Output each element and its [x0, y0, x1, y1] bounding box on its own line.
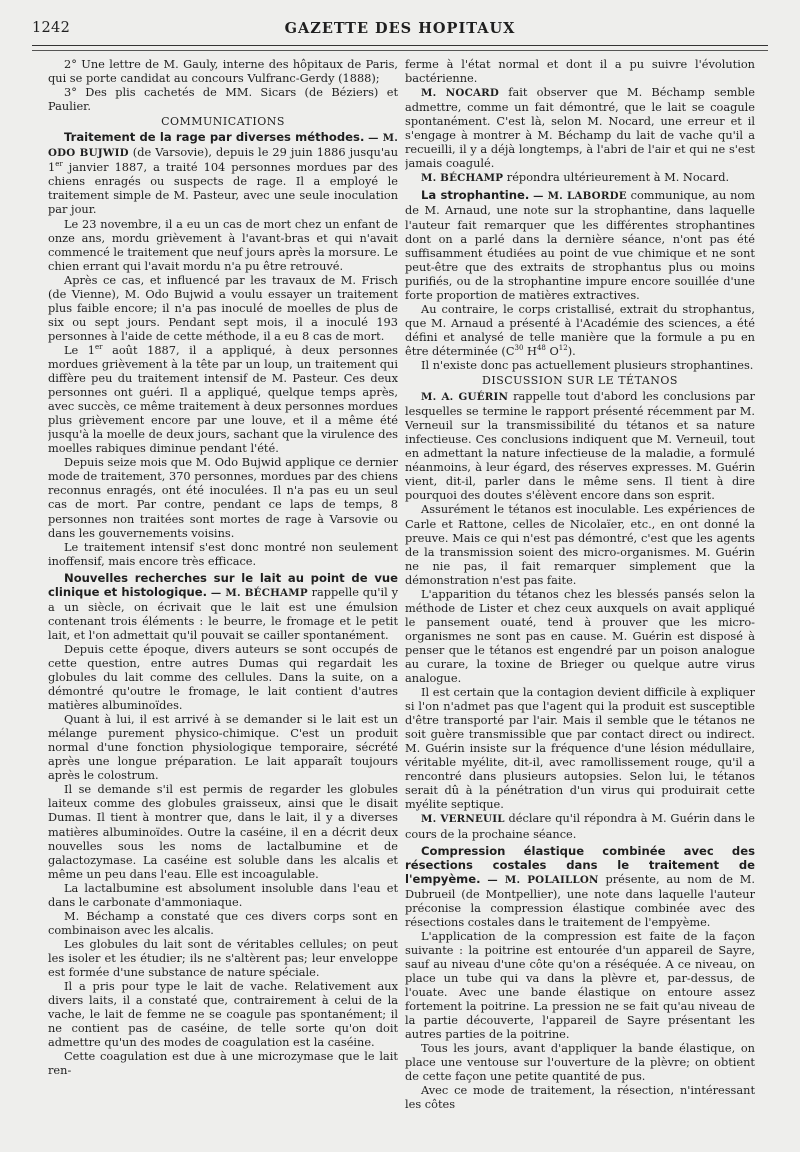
paragraph: Nouvelles recherches sur le lait au point de vue clinique et histologique. — M. BÉCHAMP rappelle qu'il y a un siècle, on écrivait que le lait est une émulsion contenant trois éléments : le beurre, le fromage et le petit lait, et l'on admettait qu'il pouvait se cailler spontanément. — [48, 570, 398, 642]
paragraph: Compression élastique combinée avec des résections costales dans le traitement de l'empyème. — M. POLAILLON présente, au nom de M. Dubrueil (de Montpellier), une note dans laquelle l'auteur préconise la compression élastique combinée avec des résections costales dans le traitement de l'empyème. — [405, 843, 755, 929]
paragraph: Après ce cas, et influencé par les travaux de M. Frisch (de Vienne), M. Odo Bujwid a voulu essayer un traitement plus faible encore; il n'a pas inoculé de moelles de plus de six ou sept jours. Pendant sept mois, il a inoculé 193 personnes à l'aide de cette méthode, il a eu 8 cas de mort. — [48, 272, 398, 343]
header-rule-thin — [32, 50, 768, 51]
paragraph: M. Béchamp a constaté que ces divers corps sont en combinaison avec les alcalis. — [48, 908, 398, 937]
article-title: Traitement de la rage par diverses méthodes. — [64, 130, 365, 145]
paragraph: La strophantine. — M. LABORDE communique, au nom de M. Arnaud, une note sur la strophantine, dans laquelle l'auteur fait remarquer que les différentes strophantines dont on a parlé dans la dernière séance, n'ont pas été suffisamment étudiées au point de vue chimique et ne sont peut-être que des extraits de strophantus plus ou moins purifiés, ou de la strophantine impure encore souillée d'une forte proportion de matières extractives. — [405, 188, 755, 302]
paragraph: Avec ce mode de traitement, la résection, n'intéressant les côtes — [405, 1083, 755, 1112]
page-header — [32, 20, 768, 42]
author-name: — M. ODO BUJWID — [48, 132, 398, 160]
paragraph: Le traitement intensif s'est donc montré non seulement inoffensif, mais encore très efficace. — [48, 539, 398, 568]
paragraph: Les globules du lait sont de véritables cellules; on peut les isoler et les étudier; ils ne s'altèrent pas; leur enveloppe est formée d'une substance de nature spéciale. — [48, 936, 398, 979]
left-column — [48, 57, 398, 1147]
paragraph: Quant à lui, il est arrivé à se demander si le lait est un mélange purement physico-chimique. C'est un produit normal d'une fonction physiologique temporaire, sécrété après une longue préparation. Le lait apparaît toujours après le colostrum. — [48, 712, 398, 783]
right-column — [405, 57, 755, 1147]
paragraph: La lactalbumine est absolument insoluble dans l'eau et dans le carbonate d'ammoniaque. — [48, 880, 398, 909]
paragraph: Traitement de la rage par diverses méthodes. — M. ODO BUJWID (de Varsovie), depuis le 29 juin 1886 jusqu'au 1er janvier 1887, a traité 104 personnes mordues par des chiens enragés ou suspects de rage. Il a employé le traitement simple de M. Pasteur, avec une seule inoculation par jour. — [48, 130, 398, 217]
article-title: La strophantine. — [421, 188, 530, 203]
author-name: M. VERNEUIL — [421, 813, 505, 826]
paragraph: Assurément le tétanos est inoculable. Les expériences de Carle et Rattone, celles de Nicolaïer, etc., en ont donné la preuve. Mais ce qui n'est pas démontré, c'est que les agents de la transmission soient des micro-organismes. M. Guérin ne nie pas, il fait remarquer simplement que la démonstration n'est pas faite. — [405, 502, 755, 587]
paragraph: Depuis seize mois que M. Odo Bujwid applique ce dernier mode de traitement, 370 personnes, mordues par des chiens reconnus enragés, ont été inoculées. Il n'a pas eu un seul cas de mort. Par contre, pendant ce laps de temps, 8 personnes non traitées sont mortes de rage à Varsovie ou dans les gouvernements voisins. — [48, 455, 398, 540]
paragraph: Il n'existe donc pas actuellement plusieurs strophantines. — [421, 357, 754, 372]
paragraph: L'application de la compression est faite de la façon suivante : la poitrine est entourée d'un appareil de Sayre, sauf au niveau d'une côte qu'on a réséquée. A ce niveau, on place un tube qui va dans la plèvre et, par-dessus, de l'ouate. Avec une bande élastique on entoure assez fortement la poitrine. La pression ne se fait qu'au niveau de la partie découverte, l'appareil de Sayre présentant les autres parties de la poitrine. — [405, 928, 755, 1042]
paragraph: Cette coagulation est due à une microzymase que le lait ren- — [48, 1049, 398, 1078]
paragraph: L'apparition du tétanos chez les blessés pansés selon la méthode de Lister et chez ceux auxquels on avait appliqué le pansement ouaté, tend à prouver que les micro-organismes ne sont pas en cause. M. Guérin est disposé à penser que le tétanos est engendré par un poison analogue au curare, la toxine de Brieger ou quelque autre virus analogue. — [405, 586, 755, 686]
list-item: 3° Des plis cachetés de MM. Sicars (de Béziers) et Paulier. — [48, 85, 398, 114]
section-heading: DISCUSSION SUR LE TÉTANOS — [482, 374, 678, 388]
paragraph: Il est certain que la contagion devient difficile à expliquer si l'on n'admet pas que l'agent qui la produit est susceptible d'être transporté par l'air. Mais il semble que le tétanos ne soit guère transmissible que par contact direct ou indirect. M. Guérin insiste sur la fréquence d'une lésion médullaire, véritable myélite, dit-il, avec ramollissement rouge, qu'il a rencontré dans plusieurs autopsies. Selon lui, le tétanos serait dû à la pénétration d'un virus qui produirait cette myélite septique. — [405, 685, 755, 812]
article-title: Nouvelles recherches sur le lait au point de vue clinique et histologique. — [48, 570, 398, 599]
paragraph: Tous les jours, avant d'appliquer la bande élastique, on place une ventouse sur l'ouverture de la plèvre; on obtient de cette façon une petite quantité de pus. — [405, 1041, 755, 1084]
paragraph: M. BÉCHAMP répondra ultérieurement à M. Nocard. — [421, 170, 730, 185]
page-number: 1242 — [32, 20, 71, 36]
author-name: M. NOCARD — [421, 87, 500, 100]
paragraph: M. A. GUÉRIN rappelle tout d'abord les conclusions par lesquelles se termine le rapport présenté récemment par M. Verneuil sur la transmissibilité du tétanos et sa nature infectieuse. Ces conclusions indiquent que M. Verneuil, tout en admettant la nature infectieuse de la maladie, a formulé néanmoins, à leur égard, des réserves expresses. M. Guérin vient, dit-il, parler dans le même sens. Il tient à dire pourquoi des doutes s'élèvent encore dans son esprit. — [405, 389, 755, 503]
paragraph: Au contraire, le corps cristallisé, extrait du strophantus, que M. Arnaud a présenté à l'Académie des sciences, a été défini et analysé de telle manière que la formule a pu en être déterminée ($C^{30}$ $H^{48}$ $O^{12}$). — [405, 301, 755, 358]
journal-title: GAZETTE DES HOPITAUX — [284, 20, 516, 37]
paragraph: ferme à l'état normal et dont il a pu suivre l'évolution bactérienne. — [405, 57, 755, 86]
paragraph: Le 23 novembre, il a eu un cas de mort chez un enfant de onze ans, mordu grièvement à l'avant-bras et qui n'avait commencé le traitement que neuf jours après la morsure. Le chien errant qui l'avait mordu n'a pu être retrouvé. — [48, 216, 398, 273]
paragraph: Le 1er août 1887, il a appliqué, à deux personnes mordues grièvement à la tête par un loup, un traitement qui diffère peu du traitement intensif de M. Pasteur. Ces deux personnes ont guéri. Il a appliqué, quelque temps après, avec succès, ce même traitement à deux personnes mordues plus grièvement encore par une louve, et il a même été jusqu'à la moelle de deux jours, sachant que la virulence des moelles rabiques diminue pendant l'été. — [48, 342, 398, 456]
header-rule-thick — [32, 45, 768, 46]
author-name: — M. LABORDE — [533, 190, 627, 203]
author-name: M. A. GUÉRIN — [421, 391, 509, 404]
paragraph: Il se demande s'il est permis de regarder les globules laiteux comme des globules graisseux, ainsi que le disait Dumas. Il tient à montrer que, dans le lait, il y a diverses matières albuminoïdes. Outre la caséine, il en a décrit deux nouvelles sous les noms de lactalbumine et de galactozymase. La caséine est soluble dans les alcalis et même un peu dans l'eau. Elle est incoagulable. — [48, 782, 398, 881]
author-name: — M. POLAILLON — [487, 873, 599, 886]
section-heading: COMMUNICATIONS — [161, 115, 285, 129]
paragraph: Il a pris pour type le lait de vache. Relativement aux divers laits, il a constaté que, contrairement à celui de la vache, le lait de femme ne se coagule pas spontanément; il ne contient pas de caséine, de telle sorte qu'on doit admettre qu'un des modes de coagulation est la caséine. — [48, 979, 398, 1050]
author-name: M. BÉCHAMP — [421, 172, 504, 185]
list-item: 2° Une lettre de M. Gauly, interne des hôpitaux de Paris, qui se porte candidat au concours Vulfranc-Gerdy (1888); — [48, 57, 398, 86]
author-name: — M. BÉCHAMP — [210, 586, 308, 599]
article-title: Compression élastique combinée avec des résections costales dans le traitement de l'empyème. — [405, 843, 755, 886]
paragraph: M. VERNEUIL déclare qu'il répondra à M. Guérin dans le cours de la prochaine séance. — [405, 811, 755, 841]
paragraph: M. NOCARD fait observer que M. Béchamp semble admettre, comme un fait démontré, que le lait se coagule spontanément. C'est là, selon M. Nocard, une erreur et il s'engage à montrer à M. Béchamp du lait de vache qu'il a recueilli, il y a déjà longtemps, à l'abri de l'air et qui ne s'est jamais coagulé. — [405, 85, 755, 171]
paragraph: Depuis cette époque, divers auteurs se sont occupés de cette question, entre autres Dumas qui regardait les globules du lait comme des cellules. Dans la suite, on a démontré qu'outre le fromage, le lait contient d'autres matières albuminoïdes. — [48, 641, 398, 713]
